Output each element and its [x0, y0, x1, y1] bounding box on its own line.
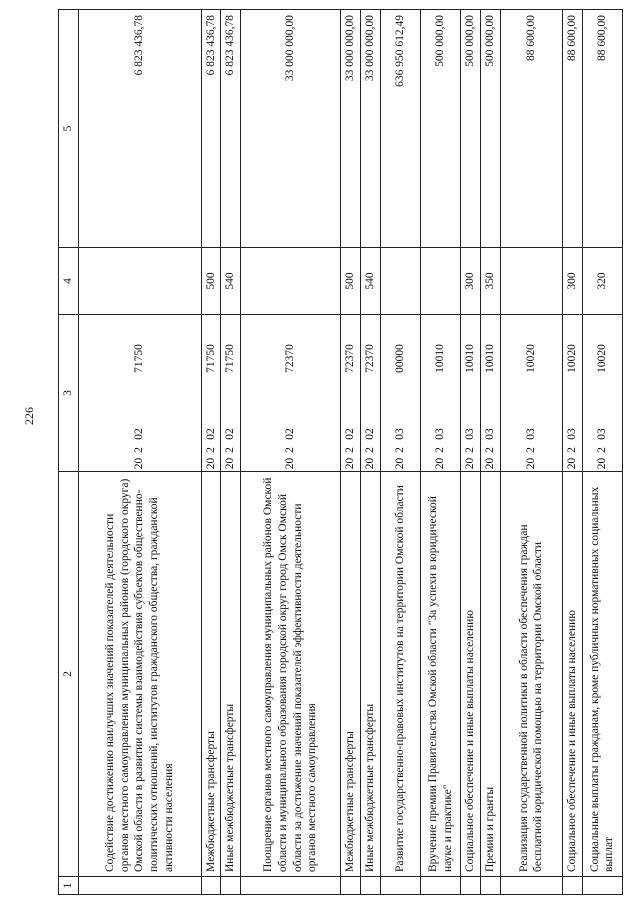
code-part-3: 03 — [565, 428, 578, 440]
row-blank-cell — [582, 877, 622, 895]
row-expense-type — [241, 248, 341, 315]
code-part-5: 10010 — [483, 344, 496, 373]
row-amount: 33 000 000,00 — [361, 10, 381, 248]
code-part-2: 2 — [524, 447, 537, 453]
budget-table — [58, 9, 623, 895]
row-code — [480, 315, 500, 472]
table-row — [420, 10, 460, 895]
table-row — [500, 10, 562, 895]
row-code — [241, 315, 341, 472]
code-part-2: 2 — [224, 447, 237, 453]
row-expense-type: 300 — [562, 248, 582, 315]
code-part-1: 20 — [204, 457, 217, 470]
code-part-5: 10020 — [565, 344, 578, 373]
code-part-3: 02 — [344, 428, 357, 440]
row-blank-cell — [480, 877, 500, 895]
header-col-4: 4 — [59, 248, 79, 315]
row-code — [79, 315, 202, 472]
code-part-3: 02 — [364, 428, 377, 440]
code-part-1: 20 — [364, 457, 377, 470]
table-row — [201, 10, 221, 895]
header-col-2: 2 — [59, 472, 79, 877]
code-part-1: 20 — [344, 457, 357, 470]
row-blank-cell — [420, 877, 460, 895]
row-amount: 33 000 000,00 — [341, 10, 361, 248]
code-part-1: 20 — [595, 457, 608, 470]
row-blank-cell — [221, 877, 241, 895]
row-expense-type: 350 — [480, 248, 500, 315]
row-expense-type: 500 — [201, 248, 221, 315]
header-row — [59, 10, 79, 895]
row-expense-type: 540 — [221, 248, 241, 315]
code-part-2: 2 — [483, 447, 496, 453]
header-col-3: 3 — [59, 315, 79, 472]
table-row — [582, 10, 622, 895]
table-row — [562, 10, 582, 895]
row-code — [201, 315, 221, 472]
code-part-5: 72370 — [284, 344, 297, 373]
code-part-5: 71750 — [224, 344, 237, 373]
row-description: Социальное обеспечение и иные выплаты населению — [562, 472, 582, 877]
row-expense-type — [500, 248, 562, 315]
code-part-2: 2 — [133, 447, 146, 453]
row-amount: 636 950 612,49 — [380, 10, 420, 248]
code-part-1: 20 — [483, 457, 496, 470]
row-blank-cell — [562, 877, 582, 895]
code-part-1: 20 — [133, 457, 146, 470]
table-row — [241, 10, 341, 895]
page-number: 226 — [22, 407, 36, 425]
row-description: Развитие государственно-правовых институтов на территории Омской области — [380, 472, 420, 877]
code-part-5: 71750 — [133, 344, 146, 373]
rotated-table-wrapper — [58, 10, 623, 895]
code-part-3: 03 — [524, 428, 537, 440]
row-description: Премии и гранты — [480, 472, 500, 877]
row-blank-cell — [79, 877, 202, 895]
row-code — [562, 315, 582, 472]
row-code — [341, 315, 361, 472]
row-description: Межбюджетные трансферты — [201, 472, 221, 877]
row-expense-type: 500 — [341, 248, 361, 315]
code-part-2: 2 — [344, 447, 357, 453]
code-part-3: 03 — [464, 428, 477, 440]
table-row — [461, 10, 481, 895]
row-expense-type: 540 — [361, 248, 381, 315]
row-description: Социальные выплаты гражданам, кроме публичных нормативных социальных выплат — [582, 472, 622, 877]
row-code — [221, 315, 241, 472]
table-row — [79, 10, 202, 895]
code-part-2: 2 — [434, 447, 447, 453]
row-description: Вручение премии Правительства Омской области "За успехи в юридической науке и практике" — [420, 472, 460, 877]
code-part-2: 2 — [284, 447, 297, 453]
row-amount: 88 600,00 — [562, 10, 582, 248]
row-description: Поощрение органов местного самоуправления муниципальных районов Омской области и муниципального образования городской округ город Омск Омской области за достижение значений показателей эффективности деятельности органов местного самоуправления — [241, 472, 341, 877]
code-part-5: 00000 — [394, 344, 407, 373]
code-part-3: 02 — [284, 428, 297, 440]
code-part-2: 2 — [464, 447, 477, 453]
row-expense-type: 320 — [582, 248, 622, 315]
table-row — [380, 10, 420, 895]
row-code — [380, 315, 420, 472]
row-blank-cell — [461, 877, 481, 895]
code-part-3: 02 — [204, 428, 217, 440]
row-blank-cell — [361, 877, 381, 895]
row-blank-cell — [341, 877, 361, 895]
code-part-5: 10020 — [595, 344, 608, 373]
header-col-1: 1 — [59, 877, 79, 895]
code-part-5: 71750 — [204, 344, 217, 373]
code-part-1: 20 — [394, 457, 407, 470]
row-amount: 88 600,00 — [582, 10, 622, 248]
row-code — [582, 315, 622, 472]
code-part-2: 2 — [394, 447, 407, 453]
row-description: Иные межбюджетные трансферты — [361, 472, 381, 877]
code-part-5: 10020 — [524, 344, 537, 373]
row-amount: 6 823 436,78 — [201, 10, 221, 248]
row-description: Содействие достижению наилучших значений показателей деятельности органов местного самоуправления муниципальных районов (городского округа) Омской области в развитии системы взаимодействия субъектов общественно-политических отношений, институтов гражданского общества, гражданской активности населения — [79, 472, 202, 877]
code-part-5: 10010 — [434, 344, 447, 373]
code-part-3: 02 — [133, 428, 146, 440]
code-part-3: 03 — [595, 428, 608, 440]
table-row — [221, 10, 241, 895]
code-part-2: 2 — [364, 447, 377, 453]
row-expense-type — [79, 248, 202, 315]
row-code — [361, 315, 381, 472]
row-description: Реализация государственной политики в области обеспечения граждан бесплатной юридической помощью на территории Омской области — [500, 472, 562, 877]
row-code — [500, 315, 562, 472]
row-code — [461, 315, 481, 472]
code-part-3: 03 — [434, 428, 447, 440]
code-part-5: 72370 — [344, 344, 357, 373]
code-part-3: 03 — [483, 428, 496, 440]
code-part-1: 20 — [524, 457, 537, 470]
row-amount: 88 600,00 — [500, 10, 562, 248]
code-part-3: 02 — [224, 428, 237, 440]
row-expense-type — [420, 248, 460, 315]
code-part-1: 20 — [224, 457, 237, 470]
table-row — [480, 10, 500, 895]
row-code — [420, 315, 460, 472]
code-part-1: 20 — [434, 457, 447, 470]
code-part-2: 2 — [204, 447, 217, 453]
row-amount: 6 823 436,78 — [79, 10, 202, 248]
code-part-2: 2 — [595, 447, 608, 453]
row-amount: 500 000,00 — [420, 10, 460, 248]
row-expense-type — [380, 248, 420, 315]
code-part-2: 2 — [565, 447, 578, 453]
row-amount: 33 000 000,00 — [241, 10, 341, 248]
row-blank-cell — [380, 877, 420, 895]
code-part-1: 20 — [284, 457, 297, 470]
code-part-5: 72370 — [364, 344, 377, 373]
row-description: Иные межбюджетные трансферты — [221, 472, 241, 877]
row-description: Социальное обеспечение и иные выплаты населению — [461, 472, 481, 877]
row-expense-type: 300 — [461, 248, 481, 315]
table-row — [361, 10, 381, 895]
row-amount: 500 000,00 — [480, 10, 500, 248]
table-row — [341, 10, 361, 895]
row-amount: 6 823 436,78 — [221, 10, 241, 248]
code-part-3: 03 — [394, 428, 407, 440]
row-blank-cell — [500, 877, 562, 895]
code-part-1: 20 — [464, 457, 477, 470]
row-blank-cell — [241, 877, 341, 895]
row-blank-cell — [201, 877, 221, 895]
row-amount: 500 000,00 — [461, 10, 481, 248]
code-part-1: 20 — [565, 457, 578, 470]
header-col-5: 5 — [59, 10, 79, 248]
code-part-5: 10010 — [464, 344, 477, 373]
row-description: Межбюджетные трансферты — [341, 472, 361, 877]
